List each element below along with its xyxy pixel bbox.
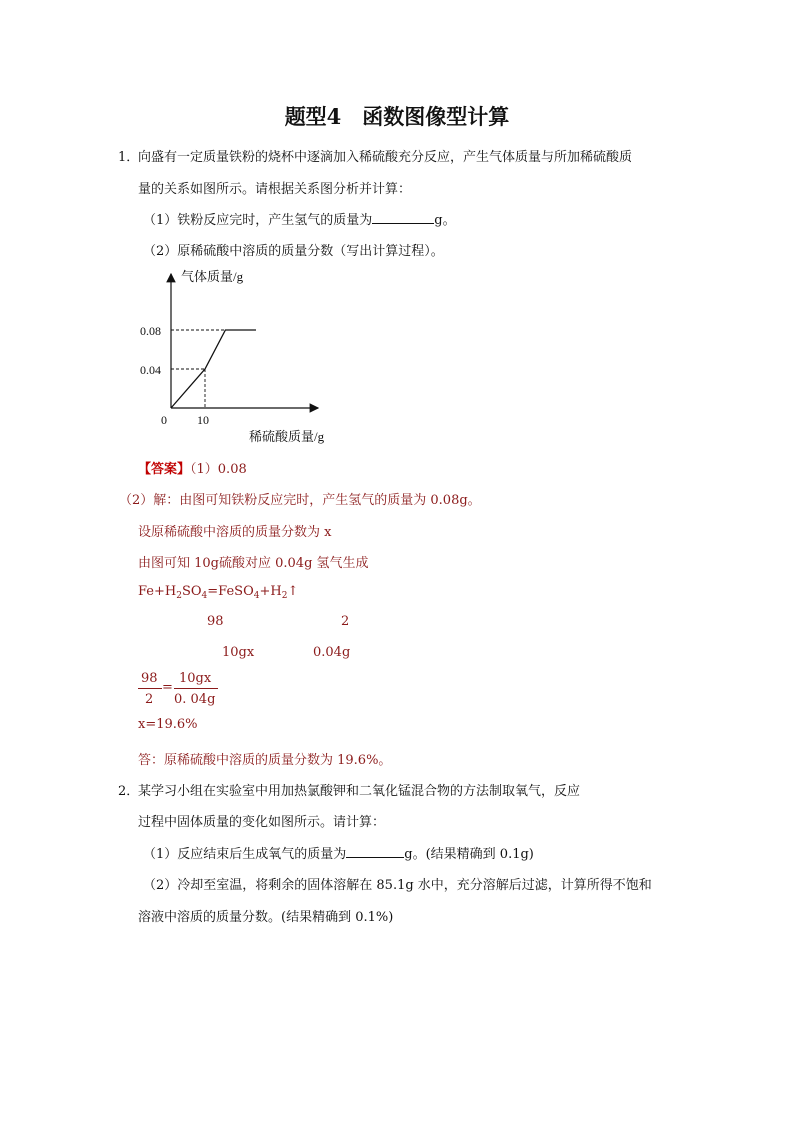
x-tick-label: 0 [161,413,167,427]
x-tick-label: 10 [197,413,209,427]
answer-blank[interactable] [372,211,434,224]
question-2-sub2-line2: 溶液中溶质的质量分数。(结果精确到 0.1%) [138,910,394,925]
gas-mass-graph [130,262,360,452]
relative-mass-h2so4: 98 [207,614,224,629]
fraction-right-numerator: 10gx [179,671,212,686]
question-2-stem-line2: 过程中固体质量的变化如图所示。请计算： [138,815,386,830]
question-2-sub1-prefix: （1）反应结束后生成氧气的质量为 [143,847,347,862]
relative-mass-h2: 2 [341,614,350,629]
x-axis-label: 稀硫酸质量/g [249,429,325,444]
answer-blank[interactable] [346,845,404,858]
fraction-right-denominator: 0. 04g [174,692,216,707]
fraction-left-denominator: 2 [145,692,154,707]
fraction-bar [138,688,162,689]
chemical-equation: $Fe+H_2SO_4=FeSO_4+H_2↑$ [138,584,299,601]
question-1-stem-line1: 向盛有一定质量铁粉的烧杯中逐滴加入稀硫酸充分反应，产生气体质量与所加稀硫酸质 [138,150,633,165]
fraction-equals: = [162,680,173,695]
fraction-bar [174,688,218,689]
question-2-sub2-line1: （2）冷却至室温，将剩余的固体溶解在 85.1g 水中，充分溶解后过滤，计算所得不饱和 [143,878,652,893]
question-1-sub1 [143,209,456,228]
y-axis-label: 气体质量/g [181,269,244,284]
y-tick-label: 0.04 [140,363,161,377]
answer-graph-info: 由图可知 10g硫酸对应 0.04g 氢气生成 [138,556,369,571]
plot-area [171,330,256,408]
answer-tag: 【答案】 [138,462,191,477]
answer-line-1 [138,458,247,477]
question-1-sub1-prefix: （1）铁粉反应完时，产生氢气的质量为 [143,213,373,228]
question-1-stem-line2: 量的关系如图所示。请根据关系图分析并计算： [138,182,412,197]
question-2-number: 2． [118,784,140,799]
question-1-sub1-suffix: g。 [434,213,456,228]
question-1-sub2: （2）原稀硫酸中溶质的质量分数（写出计算过程）。 [143,244,444,259]
question-1-number: 1． [118,150,140,165]
fraction-left-numerator: 98 [141,671,158,686]
page-title: 题型4 函数图像型计算 [284,104,510,129]
answer-result: x=19.6% [138,717,198,732]
question-2-sub1-suffix: g。(结果精确到 0.1g) [404,847,534,862]
y-tick-label: 0.08 [140,324,161,338]
question-2-sub1 [143,843,534,862]
answer-part-2: （2）解：由图可知铁粉反应完时，产生氢气的质量为 0.08g。 [119,493,481,508]
actual-mass-h2: 0.04g [313,645,351,660]
question-2-stem-line1: 某学习小组在实验室中用加热氯酸钾和二氧化锰混合物的方法制取氧气，反应 [138,784,581,799]
actual-mass-h2so4: 10gx [222,645,255,660]
answer-conclusion: 答：原稀硫酸中溶质的质量分数为 19.6%。 [138,753,392,768]
answer-part-1: （1）0.08 [190,462,247,477]
answer-set-variable: 设原稀硫酸中溶质的质量分数为 x [138,525,332,540]
